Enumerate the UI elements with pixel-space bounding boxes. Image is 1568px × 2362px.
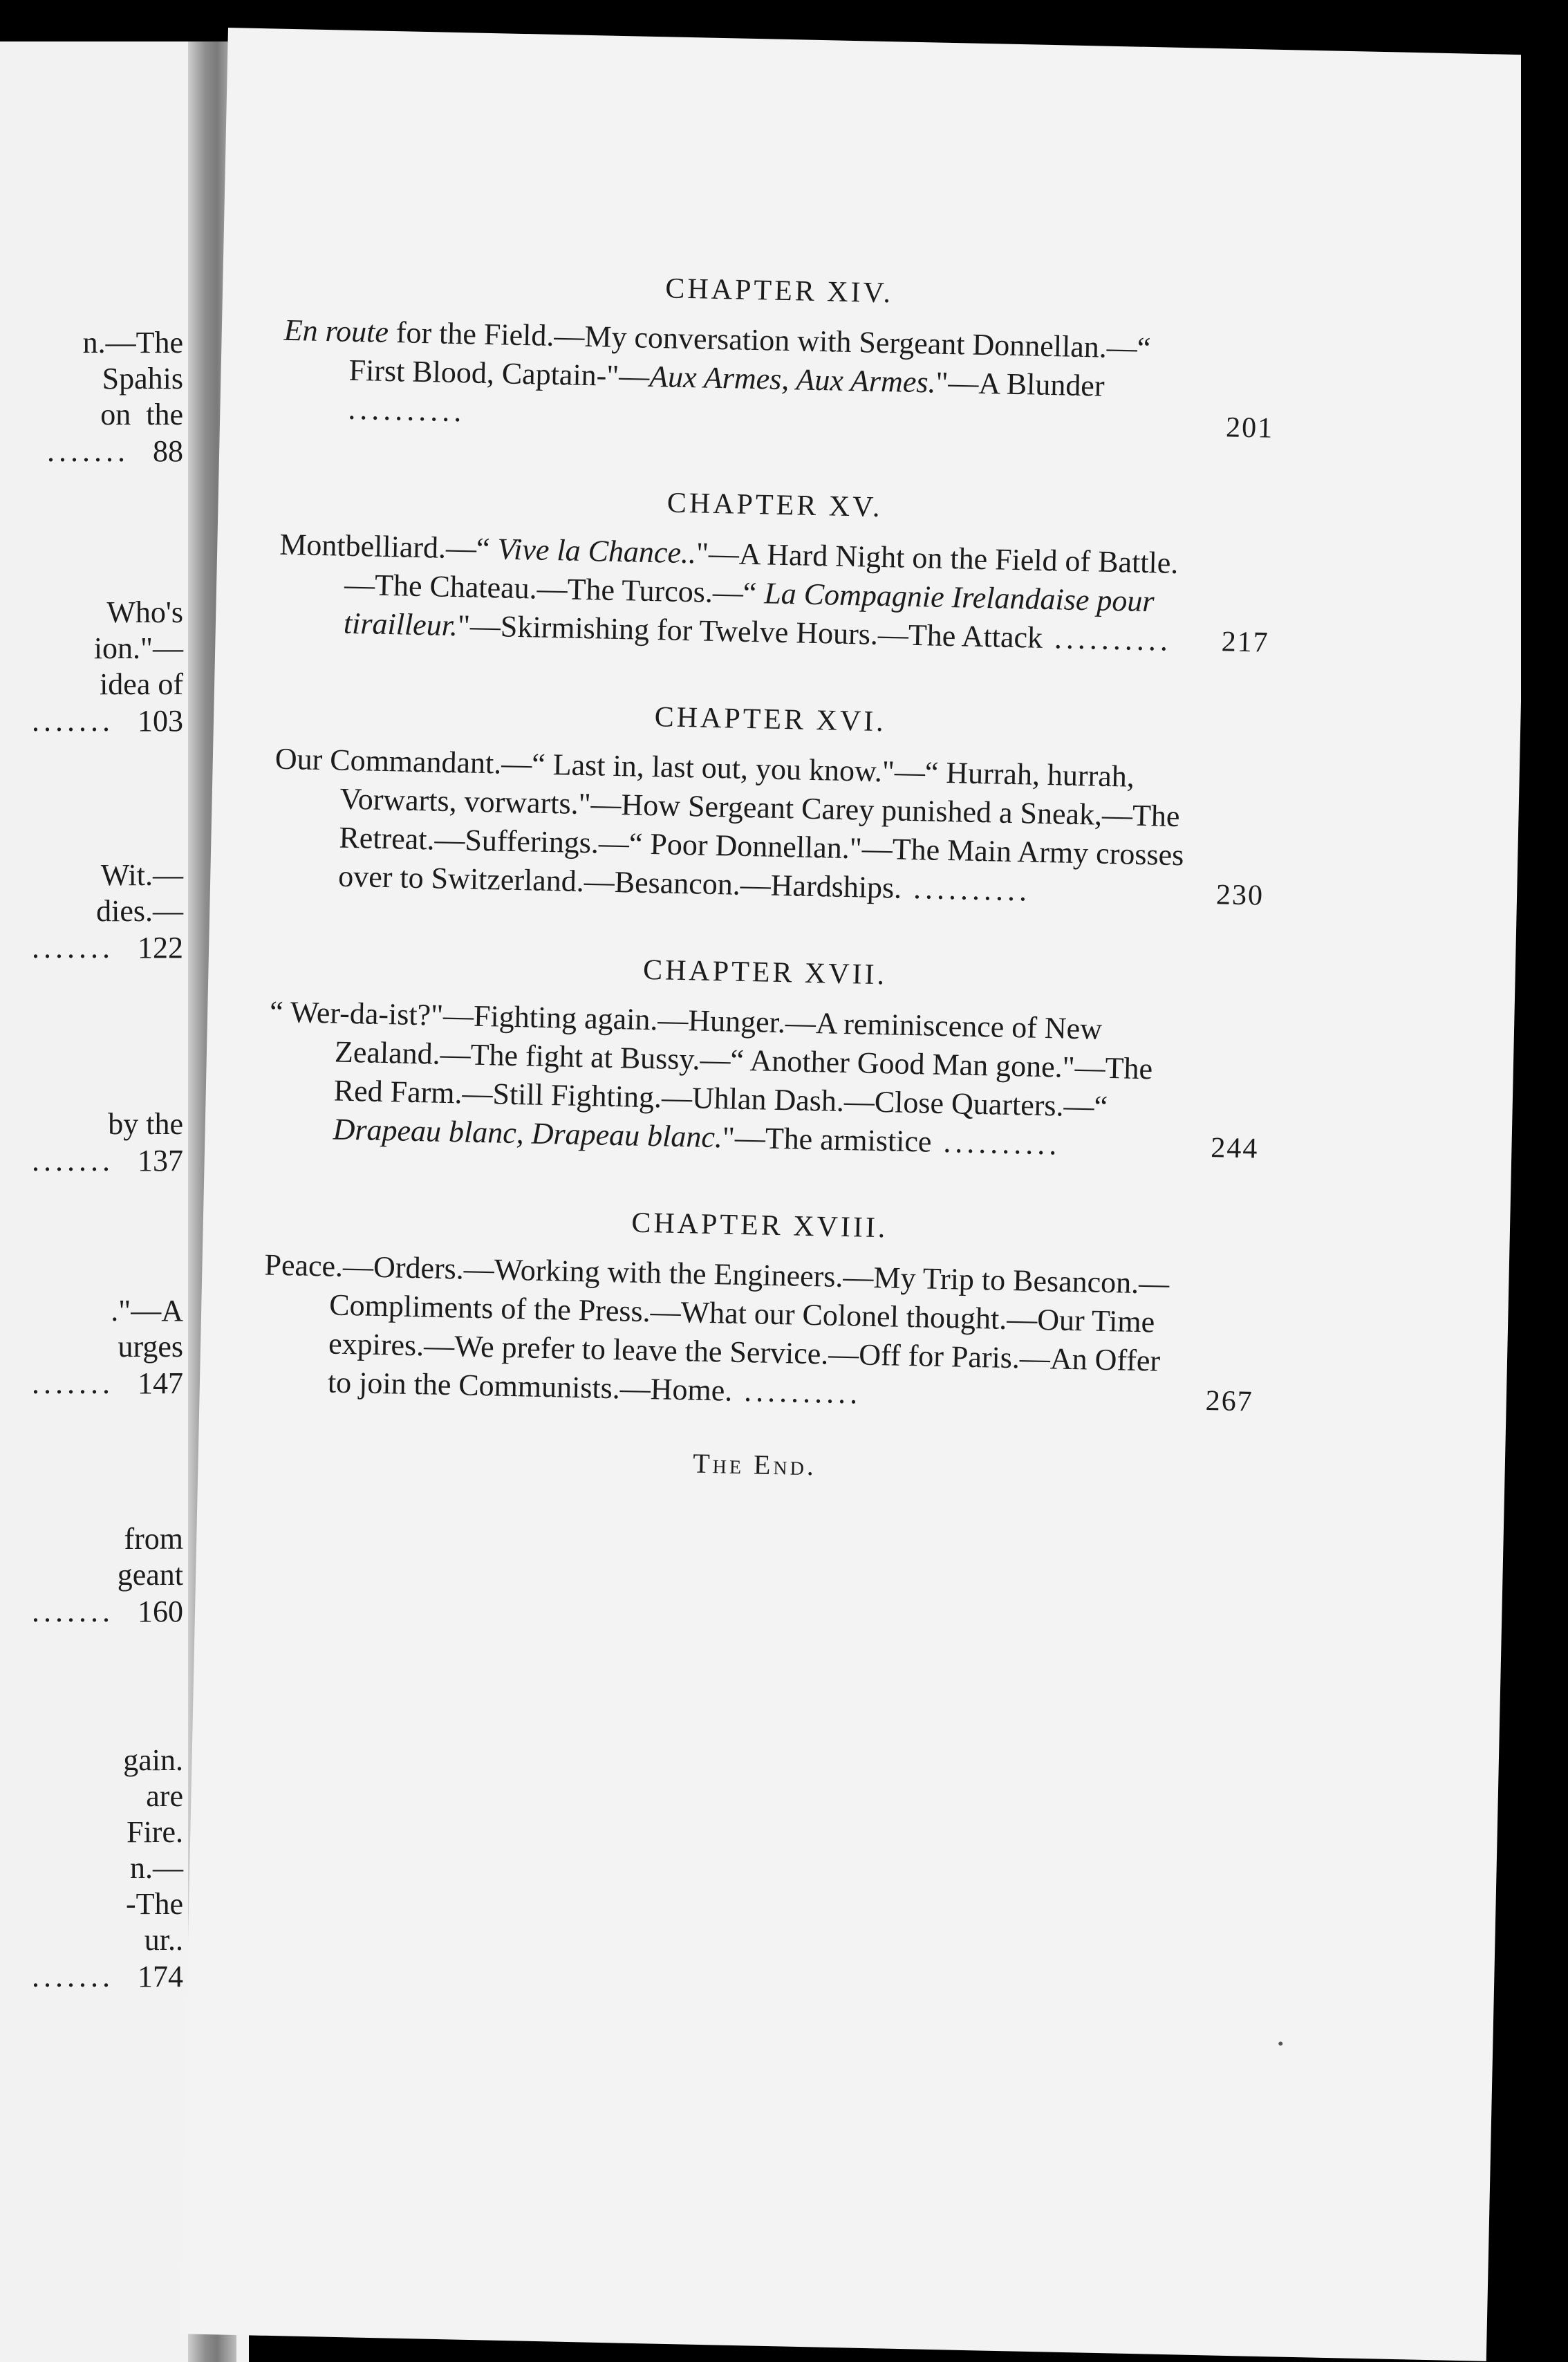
chapter-summary bbox=[282, 311, 1273, 448]
left-fragment-line: urges bbox=[118, 1330, 183, 1364]
summary-text: "—The armistice bbox=[722, 1120, 933, 1159]
leader-dots: ....... bbox=[32, 704, 138, 738]
leader-dots: .......... bbox=[347, 391, 466, 429]
left-fragment-line: Wit.— bbox=[100, 858, 183, 892]
chapter-summary bbox=[277, 526, 1268, 662]
summary-italic-text: Aux Armes, Aux Armes. bbox=[648, 359, 937, 400]
summary-italic-text: La Compagnie Irelandaise pour tirailleur. bbox=[343, 576, 1155, 643]
left-fragment-line: ur.. bbox=[144, 1923, 183, 1957]
paper-speck bbox=[1278, 2041, 1282, 2045]
left-page-number: 137 bbox=[138, 1144, 183, 1178]
chapter-summary bbox=[272, 740, 1264, 915]
left-fragment-line: idea of bbox=[100, 667, 183, 701]
summary-text: "—Skirmishing for Twelve Hours.—The Attack bbox=[457, 608, 1043, 655]
left-fragment-page-line bbox=[32, 1958, 183, 1996]
summary-text: Peace.—Orders.—Working with the Engineers.—My Trip to Besancon.—Compliments of the Press.—What our Colonel thought.—Our Time expires.—We prefer to leave the Service.—Off for Paris.—An Offer to join the Communists.—Home. bbox=[264, 1247, 1170, 1408]
chapter-entry bbox=[267, 946, 1260, 1169]
left-fragment-page-line bbox=[32, 1365, 183, 1402]
chapter-entry bbox=[277, 478, 1269, 662]
left-page-number: 122 bbox=[138, 931, 183, 965]
left-fragment-line: n.— bbox=[130, 1851, 183, 1885]
left-fragment-line: Spahis bbox=[102, 362, 183, 396]
page-number: 267 bbox=[1205, 1385, 1254, 1418]
left-fragment-line: Fire. bbox=[127, 1815, 183, 1849]
left-fragment-line: dies.— bbox=[96, 894, 183, 928]
page-number: 244 bbox=[1210, 1132, 1259, 1165]
chapter-heading: CHAPTER XVI. bbox=[654, 701, 887, 738]
leader-dots: .......... bbox=[1042, 620, 1173, 658]
summary-italic-text: Drapeau blanc, Drapeau blanc. bbox=[333, 1112, 723, 1155]
left-fragment-page-line bbox=[32, 929, 183, 967]
left-fragment-line: are bbox=[146, 1779, 183, 1813]
leader-dots: .......... bbox=[931, 1124, 1061, 1162]
page-number: 230 bbox=[1215, 879, 1264, 912]
page-number: 201 bbox=[1225, 411, 1274, 445]
chapter-heading: CHAPTER XIV. bbox=[664, 272, 894, 310]
leader-dots: ....... bbox=[47, 434, 153, 468]
chapter-entry bbox=[261, 1199, 1254, 1422]
summary-italic-text: En route bbox=[283, 313, 389, 349]
chapter-entry bbox=[272, 693, 1265, 915]
summary-text: Montbelliard.—“ bbox=[279, 527, 498, 566]
chapter-summary bbox=[267, 993, 1258, 1169]
the-end-label: The End. bbox=[692, 1447, 817, 1482]
left-page-number: 160 bbox=[138, 1594, 183, 1628]
left-fragment-line: from bbox=[124, 1522, 183, 1556]
leader-dots: ....... bbox=[32, 931, 138, 965]
left-fragment-line: ion."— bbox=[93, 631, 183, 665]
summary-text: for the Field.—My conversation with Sergeant Donnellan.—“ First Blood, Captain-"— bbox=[348, 315, 1151, 393]
left-fragment-line: n.—The bbox=[82, 326, 183, 360]
toc-list bbox=[260, 264, 1273, 1491]
left-page-number: 147 bbox=[138, 1366, 183, 1400]
chapter-heading: CHAPTER XVII. bbox=[642, 954, 888, 992]
left-page-number: 174 bbox=[138, 1960, 183, 1993]
leader-dots: ....... bbox=[32, 1594, 138, 1628]
left-fragment-line: geant bbox=[117, 1558, 183, 1592]
scan-border bbox=[1521, 0, 1568, 2362]
left-fragment-line: -The bbox=[125, 1887, 183, 1921]
page-number: 217 bbox=[1221, 626, 1270, 659]
left-fragment-line: by the bbox=[108, 1107, 183, 1141]
left-fragment-line: on the bbox=[100, 398, 183, 431]
summary-text: Our Commandant.—“ Last in, last out, you know."—“ Hurrah, hurrah, Vorwarts, vorwarts."—How Sergeant Carey punished a Sneak,—The Retreat.—Sufferings.—“ Poor Donnellan."—The Main Army crosses over to Switzerland.—Besancon.—Hardships. bbox=[274, 741, 1184, 905]
left-fragment-page-line bbox=[32, 1593, 183, 1630]
leader-dots: .......... bbox=[731, 1373, 862, 1411]
summary-text: "—A Hard Night on the Field of Battle.—The Chateau.—The Turcos.—“ bbox=[344, 536, 1179, 611]
leader-dots: ....... bbox=[32, 1144, 138, 1178]
table-of-contents-page bbox=[180, 28, 1534, 2361]
chapter-entry bbox=[282, 264, 1274, 448]
leader-dots: ....... bbox=[32, 1366, 138, 1400]
left-page-number: 88 bbox=[153, 434, 183, 468]
left-fragment-page-line bbox=[32, 1142, 183, 1180]
summary-italic-text: Vive la Chance.. bbox=[497, 532, 697, 570]
leader-dots: ....... bbox=[32, 1960, 138, 1993]
chapter-heading: CHAPTER XV. bbox=[666, 487, 883, 523]
left-page-number: 103 bbox=[138, 704, 183, 738]
summary-text: “ Wer-da-ist?"—Fighting again.—Hunger.—A reminiscence of New Zealand.—The fight at Bussy.—“ Another Good Man gone."—The Red Farm.—Still Fighting.—Uhlan Dash.—Close Quarters.—“ bbox=[269, 994, 1153, 1124]
left-fragment-line: gain. bbox=[123, 1743, 183, 1777]
chapter-heading: CHAPTER XVIII. bbox=[631, 1207, 888, 1245]
left-fragment-page-line bbox=[47, 433, 183, 470]
leader-dots: .......... bbox=[901, 871, 1032, 908]
left-fragment-page-line bbox=[32, 703, 183, 740]
left-fragment-line: Who's bbox=[106, 595, 183, 629]
left-fragment-line: ."—A bbox=[111, 1294, 183, 1328]
summary-text: "—A Blunder bbox=[935, 365, 1105, 403]
chapter-summary bbox=[261, 1245, 1253, 1421]
